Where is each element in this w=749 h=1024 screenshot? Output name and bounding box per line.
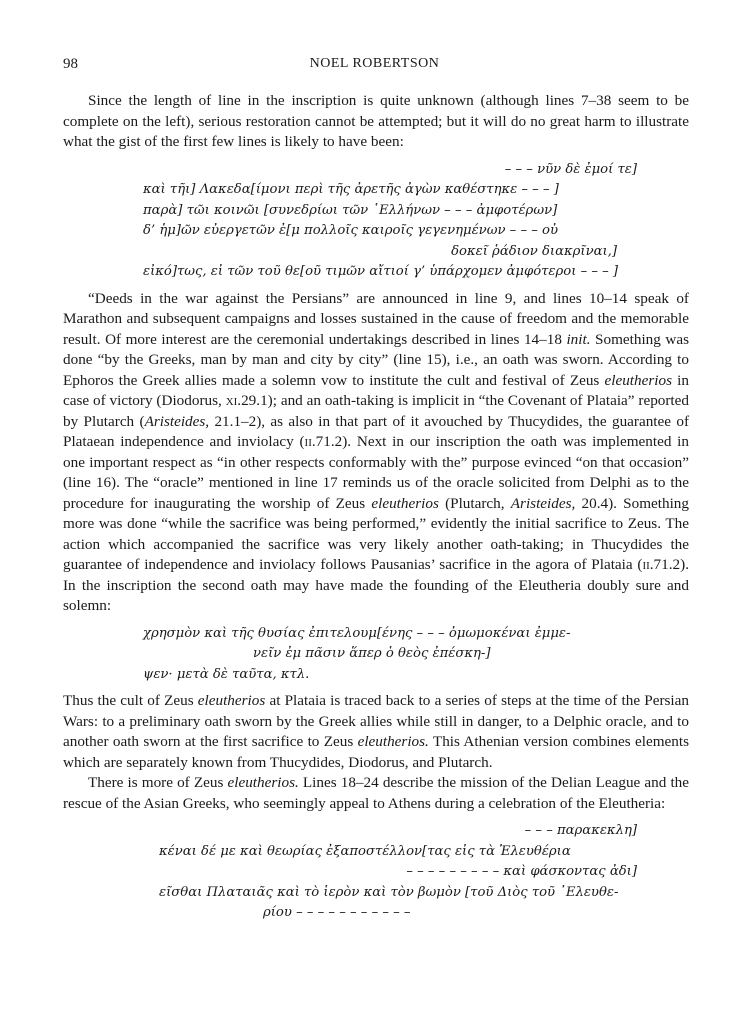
- greek-line: – – – – – – – – – καὶ φάσκοντας ἀδι]: [406, 864, 637, 879]
- greek-line: παρὰ] τῶι κοινῶι [συνεδρίωι τῶν ῾Ελλήνων – – – ἀμφοτέρων]: [143, 202, 558, 218]
- italic-term: eleutherios.: [227, 774, 299, 791]
- greek-line: καὶ τῆι] Λακεδα[ίμονι περὶ τῆς ἀρετῆς ἀγὼν καθέστηκε – – – ]: [143, 182, 559, 197]
- greek-line: νεῖν ἐμ πᾶσιν ἅπερ ὁ θεὸς ἐπέσκη-]: [253, 646, 491, 661]
- greek-line: εἰκό]τως, εἰ τῶν τοῦ θε[οῦ τιμῶν αἴτιοί γ’ ὑπάρχομεν ἀμφότεροι – – – ]: [143, 264, 619, 279]
- paragraph-1: Since the length of line in the inscription is quite unknown (although lines 7–38 seem to be complete on the left), serious restoration cannot be attempted; but it will do no great harm to illustrate what the gist of the first few lines is likely to have been:: [63, 92, 689, 150]
- italic-term: init.: [566, 330, 591, 348]
- text-run: This Athenian version combines elements which are separately known from Thucydides, Diodorus, and Plutarch.: [63, 733, 689, 771]
- greek-line: – – – νῦν δὲ ἐμοί τε]: [504, 161, 637, 177]
- text-run: ); and an oath-taking is implicit in “the Covenant of Plataia” reported by Plutarch (: [63, 392, 689, 430]
- greek-inscription-1: [63, 160, 689, 283]
- greek-line: κέναι δέ με καὶ θεωρίας ἐξαποστέλλον[τας εἰς τὰ Ἐλευθέρια: [159, 843, 571, 859]
- citation: xi.29.1: [225, 392, 268, 409]
- article-body: [63, 91, 689, 930]
- greek-line: χρησμὸν καὶ τῆς θυσίας ἐπιτελουμ[ένης – – – ὀμωμοκέναι ἐμμε-: [143, 625, 571, 641]
- greek-line: ρίου – – – – – – – – – – –: [263, 905, 411, 920]
- text-run: “Deeds in the war against the Persians” are announced in line 9, and lines 10–14 speak of Marathon and subsequent campaigns and losses sustained in the cause of freedom and the memorable result. Of more interest are the ceremonial undertakings described in lines 14–18: [63, 289, 689, 348]
- text-run: at Plataia is traced back to a series of steps at the time of the Persian Wars: to a preliminary oath sworn by the Greek allies while still in danger, to a Delphic oracle, and to another oath sworn at the first sacrifice to Zeus: [63, 692, 689, 750]
- text-run: ). Next in our inscription the oath was implemented in one important respect as “in other respects conformably with the” purpose evinced “on that occasion” (line 16). The “oracle” mentioned in line 17 reminds us of the oracle solicited from Delphi as to the procedure for inaugurating the worship of Zeus: [63, 433, 690, 512]
- greek-inscription-3: [63, 821, 689, 924]
- italic-term: eleutherios.: [357, 733, 429, 750]
- greek-line: δ’ ἡμ]ῶν εὐεργετῶν ἐ[μ πολλοῖς καιροῖς γεγενημένων – – – οὐ: [143, 223, 558, 238]
- text-run: 21.1–2), as also in that part of it avouched by Thucydides, the guarantee of Plataean independence and inviolacy (: [63, 412, 690, 450]
- greek-line: ψεν· μετὰ δὲ ταῦτα, κτλ.: [143, 666, 310, 682]
- text-run: Lines 18–24 describe the mission of the Delian League and the rescue of the Asian Greeks, who seemingly appeal to Athens during a celebration of the Eleutheria:: [63, 774, 690, 812]
- italic-term: eleutherios: [604, 371, 672, 389]
- text-run: Something was done “by the Greeks, man by man and city by city” (line 15), i.e., an oath was sworn. According to Ephoros the Greek allies made a solemn vow to institute the cult and festival of Zeus: [63, 330, 690, 389]
- paragraph-4: [63, 773, 689, 814]
- text-run: (Plutarch,: [438, 494, 511, 512]
- greek-inscription-2: [63, 624, 689, 686]
- running-head: NOEL ROBERTSON: [309, 56, 440, 71]
- greek-line: δοκεῖ ῥάδιον διακρῖναι,]: [451, 243, 617, 259]
- italic-term: Aristeides,: [510, 494, 576, 512]
- italic-term: eleutherios: [371, 494, 439, 512]
- text-run: Thus the cult of Zeus: [63, 692, 198, 709]
- paragraph-3: [63, 691, 689, 773]
- italic-term: eleutherios: [197, 692, 266, 709]
- text-run: There is more of Zeus: [88, 774, 228, 791]
- page-header: [0, 56, 749, 76]
- greek-line: – – – παρακεκλη]: [524, 823, 637, 838]
- text-run: ). In the inscription the second oath may have made the founding of the Eleutheria doubly sure and solemn:: [63, 556, 689, 614]
- citation: ii.71.2: [642, 556, 681, 573]
- text-run: in case of victory (Diodorus,: [63, 371, 689, 409]
- citation: ii.71.2: [304, 433, 343, 450]
- greek-line: εῖσθαι Πλαταιᾶς καὶ τὸ ἱερὸν καὶ τὸν βωμὸν [τοῦ Διὸς τοῦ ᾿Ελευθε-: [159, 884, 619, 900]
- page-number: 98: [63, 56, 78, 72]
- text-run: 20.4). Something more was done “while the sacrifice was being performed,” evidently the initial sacrifice to Zeus. The action which accompanied the sacrifice was very likely another oath-taking; in Thucydides the guarantee of independence and inviolacy follows Pausanias’ sacrifice in the agora of Plataia (: [63, 494, 689, 573]
- paragraph-2: [63, 289, 689, 617]
- italic-term: Aristeides,: [144, 412, 210, 430]
